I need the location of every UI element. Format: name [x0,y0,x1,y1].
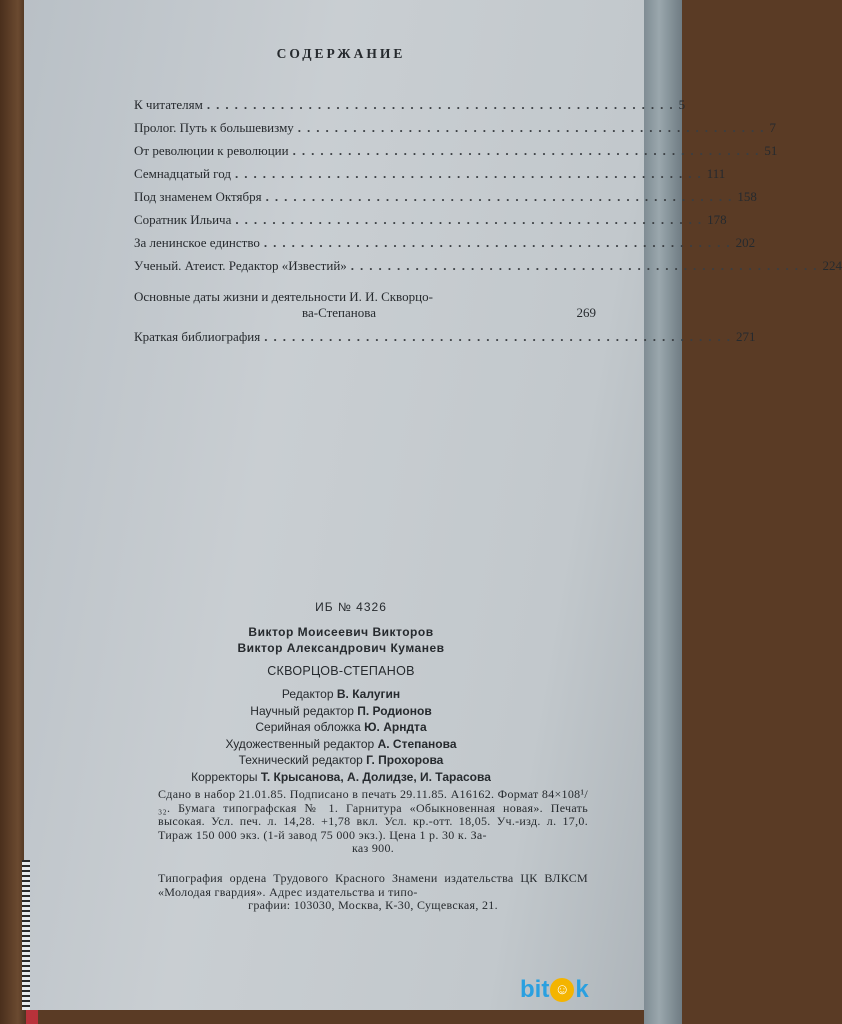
toc-leader-dots: ................................................... [206,97,679,112]
staff-role: Научный редактор [250,703,354,718]
watermark-text: k [575,976,589,1003]
toc-entry-page: 202 [735,235,756,250]
staff-line [0,703,682,720]
table-of-contents [134,90,842,345]
author-name: Виктор Моисеевич Викторов [248,625,434,639]
toc-entry [134,113,777,136]
staff-role: Корректоры [191,769,258,784]
toc-leader-dots: ................................................... [235,212,708,227]
staff-role: Серийная обложка [255,720,361,734]
print-specs-last-line: каз 900. [351,841,395,855]
toc-leader-dots: ................................................... [263,235,736,250]
toc-entry-label-line1: Основные даты жизни и деятельности И. И. Скворцо- [134,289,433,304]
toc-entry-label-line2: ва-Степанова [302,305,376,320]
print-specs [158,788,588,856]
staff-name: Ю. Арндта [364,720,427,734]
watermark-text: bit [520,976,550,1003]
toc-leader-dots: ................................................... [265,189,738,204]
toc-entry [134,278,596,321]
staff-line [0,752,682,769]
toc-entry-label: Пролог. Путь к большевизму [134,120,294,135]
staff-line [0,719,682,736]
toc-entry [134,205,727,228]
staff-role: Художественный редактор [225,736,375,751]
toc-entry-label: За ленинское единство [134,235,260,250]
toc-leader-dots: ................................................... [297,120,770,135]
toc-entry-page: 7 [769,120,777,135]
toc-entry-label: Ученый. Атеист. Редактор «Известий» [134,258,347,273]
toc-leader-dots [548,305,568,321]
toc-entry-page: 158 [737,189,757,204]
staff-role: Редактор [281,687,334,701]
toc-entry-page: 269 [576,305,596,320]
toc-entry-page: 111 [706,166,726,181]
toc-leader-dots: ................................................... [234,166,707,181]
toc-entry [134,136,778,159]
toc-entry [134,182,757,205]
toc-entry-page: 51 [764,143,778,158]
printer-info [158,872,588,913]
watermark-o-icon: ☺ [550,978,574,1002]
toc-entry [134,228,756,251]
toc-entry-page: 5 [678,97,686,112]
toc-entry [134,321,756,345]
toc-leader-dots: ................................................... [264,329,736,344]
toc-entry-label: Семнадцатый год [134,166,231,181]
toc-entry-page: 178 [707,212,727,227]
toc-leader-dots: ................................................... [292,143,765,158]
toc-entry-label: Соратник Ильича [134,212,232,227]
toc-entry [134,90,686,113]
staff-name: Г. Прохорова [366,753,444,767]
staff-line [0,736,682,753]
toc-entry-label: Под знаменем Октября [134,189,262,204]
staff-list [0,686,682,785]
book-title: СКВОРЦОВ-СТЕПАНОВ [267,664,415,678]
staff-role: Технический редактор [238,753,363,767]
staff-name: П. Родионов [357,703,432,718]
print-specs-text: Сдано в набор 21.01.85. Подписано в печать 29.11.85. А16162. Формат 84×108¹/₃₂. Бумага типографская № 1. Гарнитура «Обыкновенная новая». Печать высокая. Усл. печ. л. 14,28. +1,78 вкл. Усл. кр.-отт. 18,05. Уч.-изд. л. 17,0. Тираж 150 000 экз. (1-й завод 75 000 экз.). Цена 1 р. 30 к. За- [158,787,588,842]
author-name: Виктор Александрович Куманев [237,641,445,655]
toc-entry [134,159,726,182]
printer-info-text: Типография ордена Трудового Красного Знамени издательства ЦК ВЛКСМ «Молодая гвардия». Адрес издательства и типо- [158,871,588,899]
ib-number: ИБ № 4326 [315,600,387,614]
staff-name: Т. Крысанова, А. Долидзе, И. Тарасова [260,769,491,784]
toc-leader-dots: ................................................... [350,258,823,273]
imprint-block [0,600,682,785]
staff-name: А. Степанова [377,736,457,751]
printer-info-last-line: графии: 103030, Москва, К-30, Сущевская, 21. [248,898,498,912]
toc-title: СОДЕРЖАНИЕ [276,46,406,61]
toc-entry-page: 271 [735,329,756,344]
barcode-strip [22,860,30,1010]
watermark-logo [520,970,589,1010]
toc-entry-page: 224 [822,258,842,273]
toc-entry-label: От революции к революции [134,143,289,158]
toc-entry [134,251,842,274]
staff-line [0,769,682,786]
staff-line [0,686,682,703]
toc-entry-label [134,289,548,321]
staff-name: В. Калугин [336,687,401,701]
toc-entry-label: Краткая библиография [134,329,261,344]
toc-entry-label: К читателям [134,97,203,112]
